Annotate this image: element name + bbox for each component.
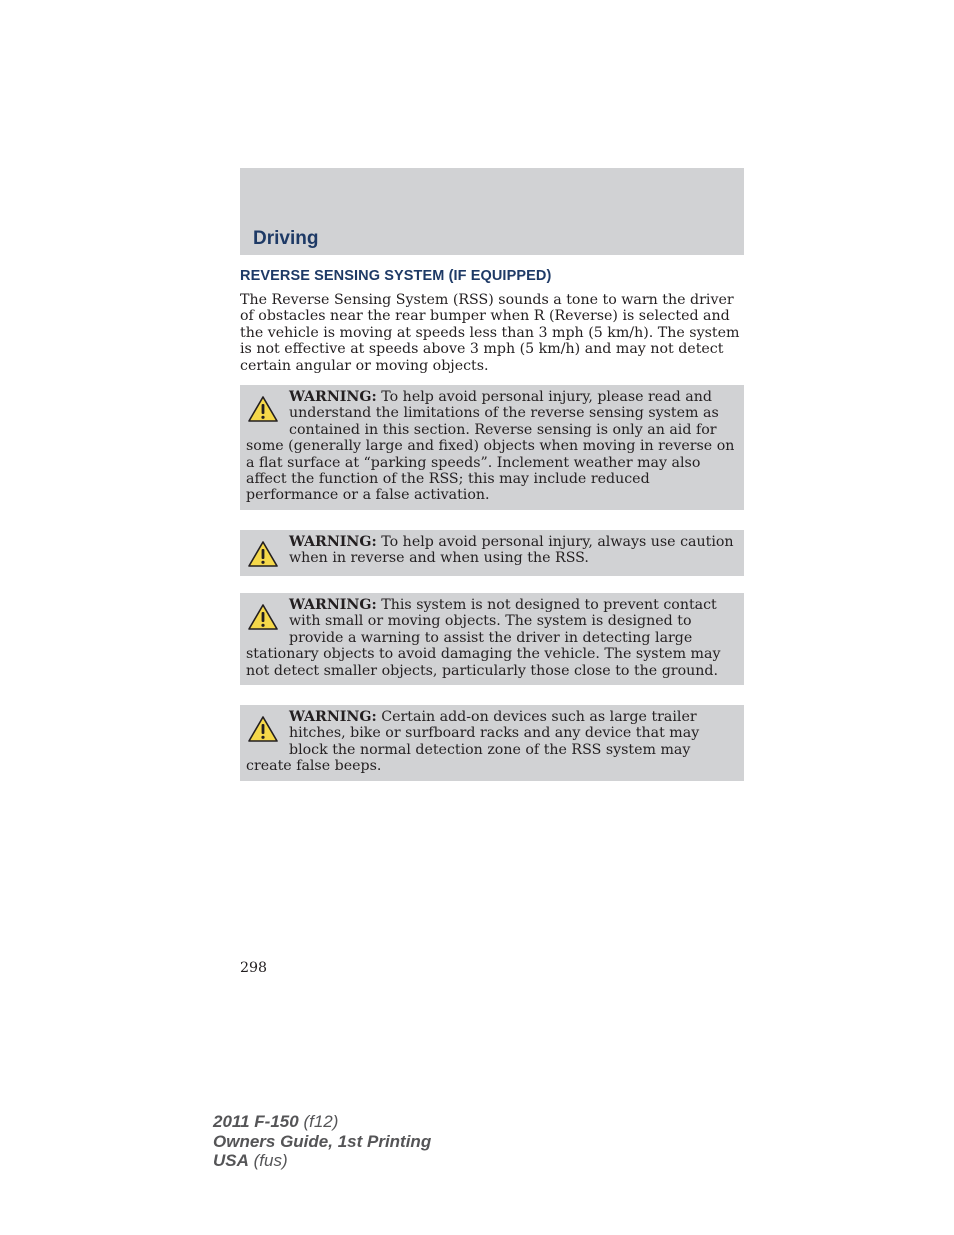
section-heading: REVERSE SENSING SYSTEM (IF EQUIPPED) xyxy=(240,268,552,284)
warning-label: WARNING: xyxy=(289,534,377,550)
footer-line-3 xyxy=(213,1151,431,1171)
warning-label: WARNING: xyxy=(289,597,377,613)
warning-text: This system is not designed to prevent contact with small or moving objects. The system is designed to provide a warning to assist the driver in detecting large stationary objects to avoid damaging the vehicle. The system may not detect smaller objects, particularly those close to the ground. xyxy=(246,597,721,679)
footer-line-2: Owners Guide, 1st Printing xyxy=(213,1131,432,1151)
footer-model-code: (f12) xyxy=(303,1112,339,1131)
footer-market: USA xyxy=(213,1151,249,1170)
page-number: 298 xyxy=(240,960,268,976)
chapter-header-band xyxy=(240,168,744,255)
warning-box-2 xyxy=(240,530,744,576)
warning-box-3 xyxy=(240,593,744,685)
warning-label: WARNING: xyxy=(289,709,377,725)
warning-triangle-icon xyxy=(247,603,279,631)
footer-model: 2011 F-150 xyxy=(213,1112,299,1131)
warning-text: To help avoid personal injury, always use caution when in reverse and when using the RSS. xyxy=(289,534,734,567)
chapter-title: Driving xyxy=(253,228,319,249)
footer-market-code: (fus) xyxy=(253,1151,288,1170)
footer-line-1 xyxy=(213,1112,431,1132)
intro-paragraph: The Reverse Sensing System (RSS) sounds a tone to warn the driver of obstacles near the rear bumper when R (Reverse) is selected and the vehicle is moving at speeds less than 3 mph (5 km/h). The system is not effective at speeds above 3 mph (5 km/h) and may not detect certain angular or moving objects. xyxy=(240,292,740,374)
warning-box-4 xyxy=(240,705,744,781)
warning-text: Certain add-on devices such as large trailer hitches, bike or surfboard racks and any device that may block the normal detection zone of the RSS system may create false beeps. xyxy=(246,709,700,775)
warning-box-1 xyxy=(240,385,744,510)
warning-triangle-icon xyxy=(247,715,279,743)
warning-triangle-icon xyxy=(247,540,279,568)
warning-label: WARNING: xyxy=(289,389,377,405)
document-footer xyxy=(213,1112,431,1171)
warning-triangle-icon xyxy=(247,395,279,423)
warning-text: To help avoid personal injury, please read and understand the limitations of the reverse sensing system as contained in this section. Reverse sensing is only an aid for some (generally large and fixed) objects when moving in reverse on a flat surface at “parking speeds”. Inclement weather may also affect the function of the RSS; this may include reduced performance or a false activation. xyxy=(246,389,735,504)
